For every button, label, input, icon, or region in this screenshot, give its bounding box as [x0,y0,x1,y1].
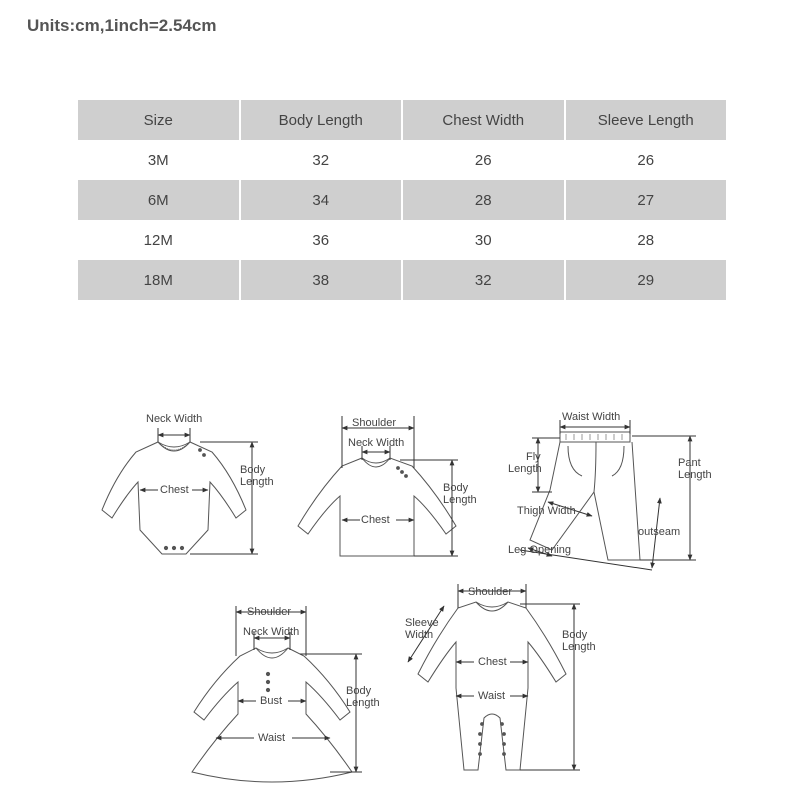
measurement-diagrams [0,380,800,800]
tshirt-body-label: Body [443,482,469,494]
pants-pant-label: Pant [678,457,701,469]
tshirt-length-label: Length [443,494,477,506]
romper-sleeve-label: Sleeve [405,617,439,629]
table-cell: 6M [78,180,239,220]
table-row [78,180,726,220]
dress-diagram [192,648,352,782]
romper-chest-label: Chest [478,656,507,668]
header-chest-width: Chest Width [403,100,564,140]
dress-body-label: Body [346,685,372,697]
table-row [78,140,726,180]
header-sleeve-length: Sleeve Length [566,100,727,140]
dress-length-label: Length [346,697,380,709]
table-row [78,220,726,260]
pants-waist-width-label: Waist Width [562,411,621,423]
pants-diagram [530,432,640,560]
dress-neck-width-label: Neck Width [243,626,300,638]
table-cell: 26 [474,151,492,169]
table-cell: 26 [637,151,655,169]
table-cell: 18M [78,260,239,300]
table-row [78,260,726,300]
romper-sleeve-width-label: Width [405,629,434,641]
pants-fly-label: Fly [526,451,541,463]
dress-shoulder-label: Shoulder [247,606,292,618]
header-body-length: Body Length [241,100,402,140]
table-cell: 28 [637,231,655,249]
size-table [76,100,728,300]
table-cell: 12M [143,231,173,249]
pants-thigh-width-label: Thigh Width [517,505,576,517]
bodysuit-length-label: Length [240,476,274,488]
bodysuit-body-label: Body [240,464,266,476]
bodysuit-neck-width-label: Neck Width [146,413,203,425]
pants-leg-opening-label: Leg Opening [508,544,571,556]
tshirt-diagram [298,458,456,556]
pants-pant-length-label: Length [678,469,712,481]
pants-fly-length-label: Length [508,463,542,475]
table-cell: 30 [474,231,492,249]
table-cell: 27 [566,180,727,220]
table-header-row [78,100,726,140]
romper-body-label: Body [562,629,588,641]
header-size: Size [78,100,239,140]
table-cell: 36 [312,231,330,249]
tshirt-chest-label: Chest [361,514,390,526]
tshirt-neck-width-label: Neck Width [348,437,405,449]
romper-shoulder-label: Shoulder [468,586,513,598]
units-note: Units:cm,1inch=2.54cm [27,16,217,35]
table-cell: 29 [566,260,727,300]
dress-waist-label: Waist [258,732,286,744]
romper-length-label: Length [562,641,596,653]
bodysuit-chest-label: Chest [160,484,189,496]
bodysuit-diagram [102,442,246,554]
romper-diagram [418,602,566,770]
table-cell: 32 [403,260,564,300]
table-cell: 34 [241,180,402,220]
table-cell: 32 [312,151,330,169]
pants-outseam-label: outseam [638,526,681,538]
romper-waist-label: Waist [478,690,506,702]
table-cell: 3M [147,151,169,169]
tshirt-shoulder-label: Shoulder [352,417,397,429]
table-cell: 38 [241,260,402,300]
dress-bust-label: Bust [260,695,283,707]
table-cell: 28 [403,180,564,220]
